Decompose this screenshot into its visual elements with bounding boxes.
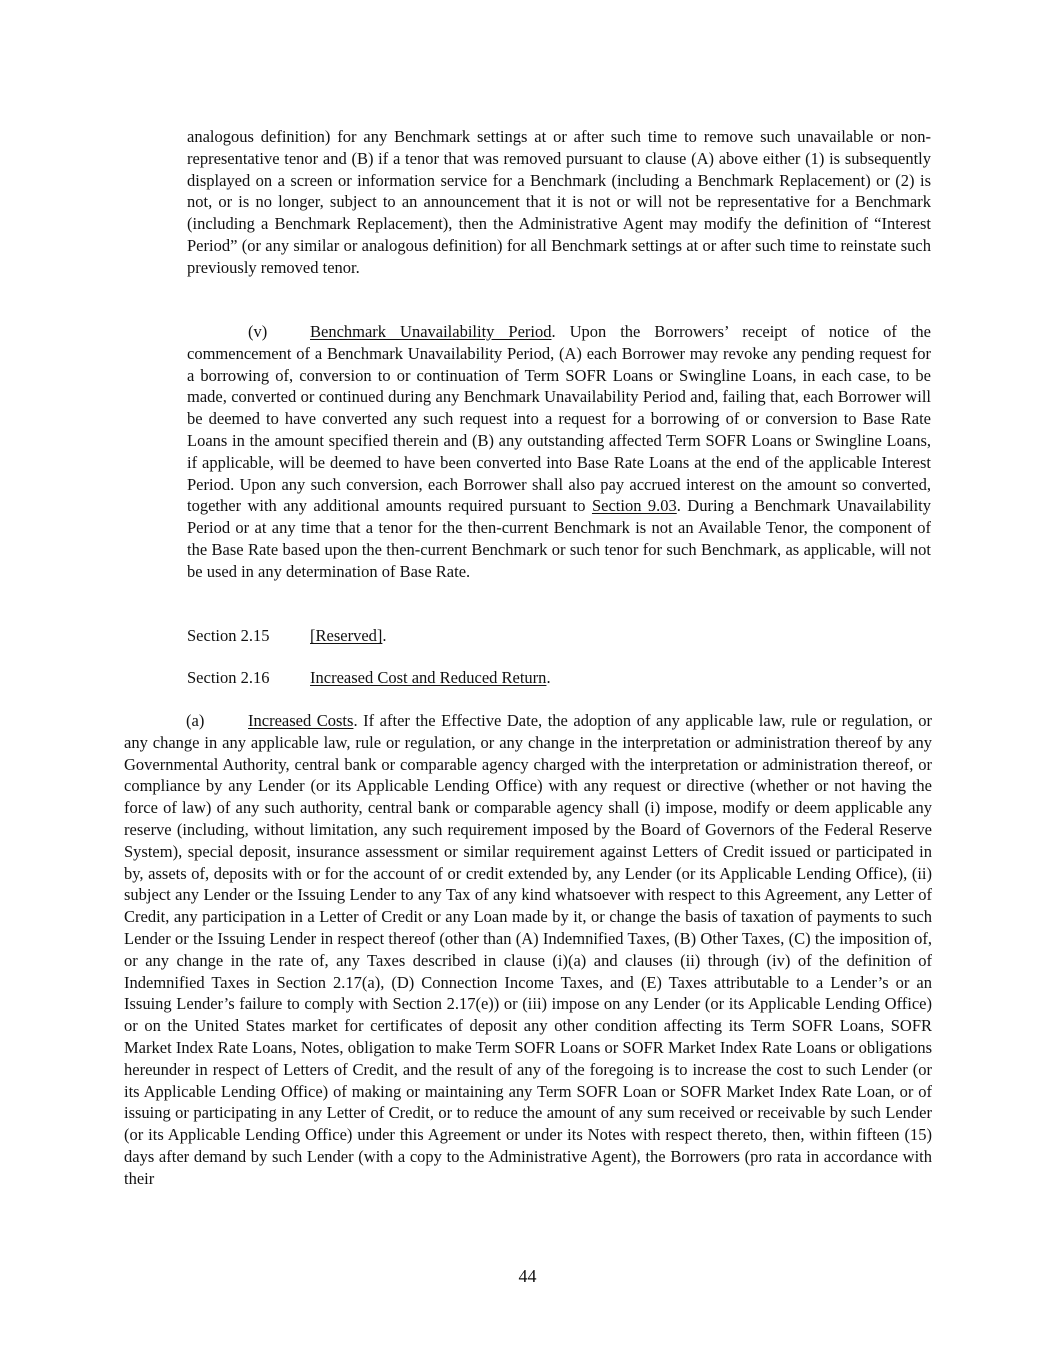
section-title: Increased Cost and Reduced Return xyxy=(310,668,547,687)
section-title-period: . xyxy=(382,626,387,645)
paragraph-increased-costs xyxy=(124,710,932,1190)
paragraph-text: . If after the Effective Date, the adoption of any applicable law, rule or regulation, or any change in any applicable law, rule or regulation, or any change in the interpretation or administration thereof by any Governmental Authority, central bank or comparable agency charged with the interpretation or administration thereof, or compliance by any Lender (or its Applicable Lending Office) with any request or directive (whether or not having the force of law) of any such authority, central bank or comparable agency shall (i) impose, modify or deem applicable any reserve (including, without limitation, any such requirement imposed by the Board of Governors of the Federal Reserve System), special deposit, insurance assessment or similar requirement against Letters of Credit issued or participated in by, assets of, deposits with or for the account of or credit extended by, any Lender (or its Applicable Lending Office), (ii) subject any Lender or the Issuing Lender to any Tax of any kind whatsoever with respect to this Agreement, any Letter of Credit, any participation in a Letter of Credit or any Loan made by it, or change the basis of taxation of payments to such Lender or the Issuing Lender in respect thereof (other than (A) Indemnified Taxes, (B) Other Taxes, (C) the imposition of, or any change in the rate of, any Taxes described in clause (i)(a) and clauses (ii) through (iv) of the definition of Indemnified Taxes in Section 2.17(a), (D) Connection Income Taxes, and (E) Taxes attributable to a Lender’s or an Issuing Lender’s failure to comply with Section 2.17(e)) or (iii) impose on any Lender (or its Applicable Lending Office) or on the United States market for certificates of deposit any other condition affecting its Term SOFR Loans, SOFR Market Index Rate Loans, Notes, obligation to make Term SOFR Loans or SOFR Market Index Rate Loans or obligations hereunder in respect of Letters of Credit, and the result of any of the foregoing is to increase the cost to such Lender (or its Applicable Lending Office) of making or maintaining any Term SOFR Loan or SOFR Market Index Rate Loan, or of issuing or participating in any Letter of Credit, or to reduce the amount of any sum received or receivable by such Lender (or its Applicable Lending Office) under this Agreement or under its Notes with respect thereto, then, within fifteen (15) days after demand by such Lender (with a copy to the Administrative Agent), the Borrowers (pro rata in accordance with their xyxy=(124,711,932,1188)
section-heading-2-16 xyxy=(187,667,551,689)
clause-label: (a) xyxy=(186,711,205,730)
paragraph-text: . During a Benchmark Unavailability Period or at any time that a tenor for the then-current Benchmark is not an Available Tenor, the component of the Base Rate based upon the then-current Benchmark or such tenor for such Benchmark, as applicable, will not be used in any determination of Base Rate. xyxy=(187,496,932,581)
paragraph-tenor-reinstatement xyxy=(187,126,931,279)
clause-label: (v) xyxy=(248,322,268,341)
clause-heading: Increased Costs xyxy=(248,711,354,730)
section-heading-2-15 xyxy=(187,625,387,647)
section-number: Section 2.15 xyxy=(187,626,270,645)
section-title-period: . xyxy=(546,668,551,687)
page-number: 44 xyxy=(518,1266,537,1286)
section-number: Section 2.16 xyxy=(187,668,270,687)
section-reference-link[interactable]: Section 9.03 xyxy=(591,496,677,516)
paragraph-benchmark-unavailability xyxy=(187,321,931,583)
paragraph-text: analogous definition) for any Benchmark settings at or after such time to remove such unavailable or non-representative tenor and (B) if a tenor that was removed pursuant to clause (A) above either (1) is subsequently displayed on a screen or information service for a Benchmark (including a Benchmark Replacement) or (2) is not, or is no longer, subject to an announcement that it is not or will not be representative for a Benchmark (including a Benchmark Replacement), then the Administrative Agent may modify the definition of “Interest Period” (or any similar or analogous definition) for all Benchmark settings at or after such time to reinstate such previously removed tenor. xyxy=(187,127,931,277)
section-title: [Reserved] xyxy=(310,626,383,645)
clause-heading: Benchmark Unavailability Period xyxy=(310,322,552,341)
paragraph-text: . Upon the Borrowers’ receipt of notice of the commencement of a Benchmark Unavailability Period, (A) each Borrower may revoke any pending request for a borrowing of, conversion to or continuation of Term SOFR Loans or Swingline Loans, in each case, to be made, converted or continued during any Benchmark Unavailability Period and, failing that, each Borrower will be deemed to have converted any such request into a request for a borrowing of or conversion to Base Rate Loans in the amount specified therein and (B) any outstanding affected Term SOFR Loans or Swingline Loans, if applicable, will be deemed to have been converted into Base Rate Loans at the end of the applicable Interest Period. Upon any such conversion, each Borrower shall also pay accrued interest on the amount so converted, together with any additional amounts required pursuant to xyxy=(187,322,931,516)
